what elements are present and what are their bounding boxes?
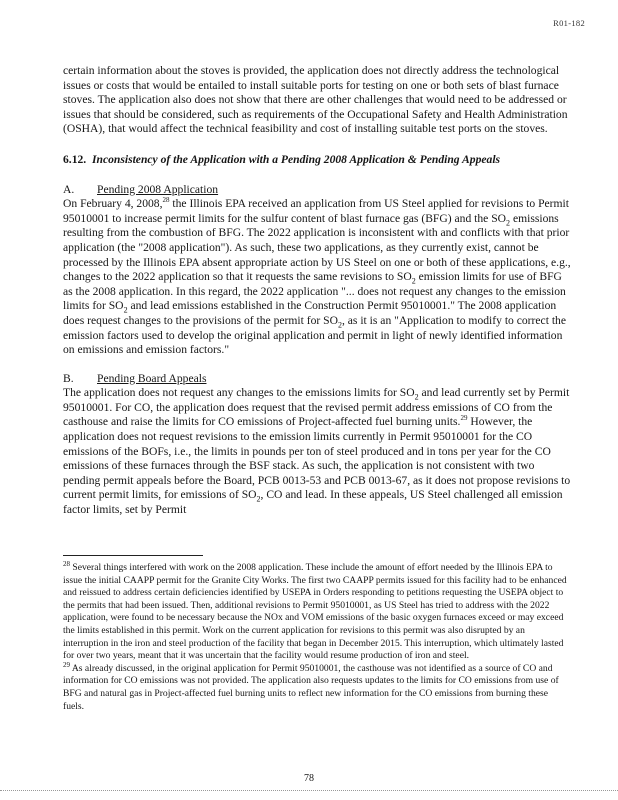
text-run: emission limits for use of BFG as the 2008 application. In this regard, the 2022 application "... does not request any changes to the emission limits for SO [63,270,566,313]
subscript: 2 [256,494,261,504]
footnote-29 [63,660,571,713]
page-body [63,64,571,518]
text-run: However, the application does not request revisions to the emission limits currently in Permit 95010001 for the CO emissions of the BOFs, i.e., the limits in pounds per ton of steel produced and in tons per year for the CO emissions of these furnaces through the BSF stack. As such, the application is not consistent with two pending permit appeals before the Board, PCB 0013-53 and PCB 0013-67, as it does not propose revisions to current permit limits, for emissions of SO [63,415,571,502]
scan-edge-divider [0,790,618,791]
intro-paragraph: certain information about the stoves is provided, the application does not directly address the technological issues or costs that would be entailed to install suitable ports for testing on one or both sets of blast furnace stoves. The application also does not show that there are other challenges that would need to be addressed or issues that should be considered, such as requirements of the Occupational Safety and Health Administration (OSHA), that would affect the technical feasibility and cost of installing suitable test ports on the stoves. [63,64,568,136]
subsection-a-paragraph [63,197,571,358]
subsection-a-title: Pending 2008 Application [97,182,219,196]
subsection-b-paragraph [63,386,571,517]
text-run: On February 4, 2008, [63,197,163,211]
text-run: , as it is an "Application to modify to correct the emission factors used to develop the original application and permit in light of newly identified information on emissions and emission factors." [63,313,566,357]
subscript: 2 [337,320,342,330]
subscript: 2 [414,392,419,402]
document-id: R01-182 [553,18,585,28]
footnote-number: 28 [63,559,70,568]
section-heading [63,153,571,168]
page-number: 78 [304,773,314,784]
subscript: 2 [411,276,416,286]
subsection-a-heading [63,183,571,198]
text-run: The application does not request any changes to the emissions limits for SO [63,386,415,400]
footnote-28 [63,559,571,663]
subscript: 2 [123,305,128,315]
text-run: , CO and lead. In these appeals, US Steel challenged all emission factor limits, set by Permit [63,488,563,517]
text-run: emissions resulting from the combustion of BFG. The 2022 application is inconsistent with and conflicts with that prior application (the "2008 application"). As such, these two applications, as they currently exist, cannot be processed by the Illinois EPA absent appropriate action by US Steel on one or both of these applications, e.g., changes to the 2022 application so that it requests the same revisions to SO [63,211,571,284]
subscript: 2 [506,218,511,228]
footnotes [63,559,571,713]
subsection-b-letter: B. [63,371,74,385]
footnote-ref-29[interactable]: 29 [460,414,468,423]
text-run: and lead currently set by Permit 95010001. For CO, the application does request that the revised permit address emissions of CO from the casthouse and raise the limits for CO emissions of Project-affected fuel burning units. [63,386,570,429]
text-run: and lead emissions established in the Construction Permit 95010001." The 2008 application does request changes to the provisions of the permit for SO [63,299,557,327]
section-number: 6.12. [63,152,87,166]
footnote-ref-28[interactable]: 28 [162,196,170,205]
text-run: the Illinois EPA received an application from US Steel applied for revisions to Permit 95010001 to increase permit limits for the sulfur content of blast furnace gas (BFG) and the SO [63,197,569,225]
subsection-b-heading [63,372,571,387]
footnote-text: As already discussed, in the original application for Permit 95010001, the casthouse was not identified as a source of CO and information for CO emissions was not provided. The application also requests updates to the limits for CO emissions from use of BFG and natural gas in Project-affected fuel burning units to reflect new information for the CO emissions from burning these fuels. [63,662,559,712]
footnote-text: Several things interfered with work on the 2008 application. These include the amount of effort needed by the Illinois EPA to issue the initial CAAPP permit for the Granite City Works. The first two CAAPP permits issued for this facility had to be enhanced and reissued to address certain deficiencies identified by USEPA in Orders responding to petitions requesting the USEPA object to the permits that had been issued. Then, additional revisions to Permit 95010001, as US Steel has tried to address with the 2022 application, were found to be necessary because the NOx and VOM emissions of the basic oxygen furnaces exceed or may exceed the limits established in this permit. Work on the current application for revisions to this permit was also disrupted by an interruption in the iron and steel production of the facility that began in December 2015. This interruption, which ultimately lasted for over two years, meant that it was uncertain that the facility would resume production of iron and steel. [63,562,567,662]
subsection-a-letter: A. [63,182,75,196]
section-title: Inconsistency of the Application with a Pending 2008 Application & Pending Appeals [91,152,501,166]
footnote-divider [63,555,203,556]
subsection-b-title: Pending Board Appeals [97,371,207,385]
footnote-number: 29 [63,660,70,669]
